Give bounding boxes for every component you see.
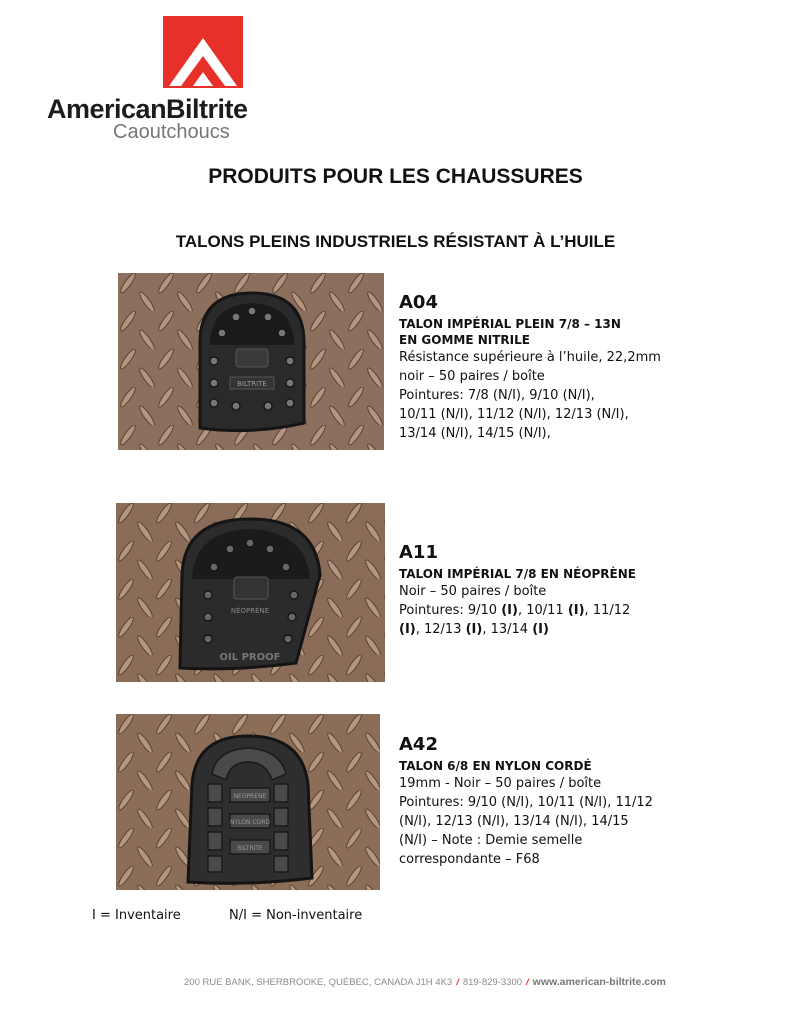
size-mark: (I) <box>532 622 549 637</box>
footer-phone: 819-829-3300 <box>462 977 523 988</box>
footer-slash-icon: / <box>526 977 529 988</box>
heel-text-a42-biltrite: BILTRITE <box>237 845 263 852</box>
american-biltrite-logo-icon <box>163 16 243 88</box>
product-code: A04 <box>399 292 438 313</box>
heel-text-a42-neoprene: NEOPRENE <box>233 793 267 800</box>
product-title-line: EN GOMME NITRILE <box>399 333 530 347</box>
product-title-line: TALON IMPÉRIAL PLEIN 7/8 – 13N <box>399 317 621 331</box>
footer <box>184 976 664 988</box>
heel-text-a42-nylon: NYLON CORD <box>229 819 271 826</box>
product-desc-line: 13/14 (N/I), 14/15 (N/I), <box>399 426 551 441</box>
product-desc-line: 10/11 (N/I), 11/12 (N/I), 12/13 (N/I), <box>399 407 629 422</box>
legend-non-inventory: N/I = Non-inventaire <box>229 908 363 923</box>
size-value: 9/10 <box>467 603 498 618</box>
product-title-line: TALON 6/8 EN NYLON CORDÉ <box>399 759 592 773</box>
product-code: A42 <box>399 734 438 755</box>
sizes-label: Pointures: <box>399 603 468 618</box>
product-desc-line: correspondante – F68 <box>399 852 540 867</box>
size-value: 13/14 <box>490 622 529 637</box>
product-desc-line: (N/I) – Note : Demie semelle <box>399 833 583 848</box>
brand-subtitle: Caoutchoucs <box>113 121 230 143</box>
size-value: 12/13 <box>424 622 462 637</box>
brand-name: AmericanBiltrite <box>47 94 248 124</box>
footer-address: 200 RUE BANK, SHERBROOKE, QUÉBEC, CANADA J1H 4K3 <box>184 977 453 988</box>
page-title: PRODUITS POUR LES CHAUSSURES <box>208 165 583 188</box>
size-value: 11/12 <box>592 603 631 618</box>
footer-slash-icon: / <box>456 977 459 988</box>
product-desc-line: noir – 50 paires / boîte <box>399 369 545 384</box>
product-desc-line: 19mm - Noir – 50 paires / boîte <box>399 776 602 791</box>
footer-website-link[interactable]: www.american-biltrite.com <box>532 976 666 988</box>
product-desc-line: Résistance supérieure à l’huile, 22,2mm <box>399 350 661 365</box>
heel-text-a04: BILTRITE <box>237 380 267 388</box>
product-sizes-line: Pointures: 9/10 (I), 10/11 (I), 11/12 <box>399 603 631 618</box>
heel-text-a11: NÉOPRÈNE <box>230 607 270 615</box>
heel-text-a11-oilproof: OIL PROOF <box>219 652 281 663</box>
product-title-line: TALON IMPÉRIAL 7/8 EN NÉOPRÈNE <box>399 567 636 581</box>
product-desc-line: Noir – 50 paires / boîte <box>399 584 547 599</box>
heel-photo-a11 <box>116 503 385 682</box>
size-mark: (I) <box>567 603 585 618</box>
product-desc-line: (N/I), 12/13 (N/I), 13/14 (N/I), 14/15 <box>399 814 629 829</box>
size-mark: (I) <box>465 622 483 637</box>
heel-photo-a04 <box>118 273 384 450</box>
heel-photo-a42 <box>116 714 380 890</box>
product-info-a04 <box>399 291 699 443</box>
size-mark: (I) <box>501 603 518 618</box>
product-desc-line: Pointures: 7/8 (N/I), 9/10 (N/I), <box>399 388 595 403</box>
product-sizes-line: (I), 12/13 (I), 13/14 (I) <box>399 622 549 637</box>
product-info-a11 <box>399 541 699 639</box>
product-desc-line: Pointures: 9/10 (N/I), 10/11 (N/I), 11/12 <box>399 795 653 810</box>
size-mark: (I) <box>399 622 416 637</box>
product-info-a42 <box>399 733 699 869</box>
size-value: 10/11 <box>526 603 564 618</box>
product-code: A11 <box>399 542 438 563</box>
legend-inventory: I = Inventaire <box>92 908 181 923</box>
section-title: TALONS PLEINS INDUSTRIELS RÉSISTANT À L’HUILE <box>175 232 616 251</box>
